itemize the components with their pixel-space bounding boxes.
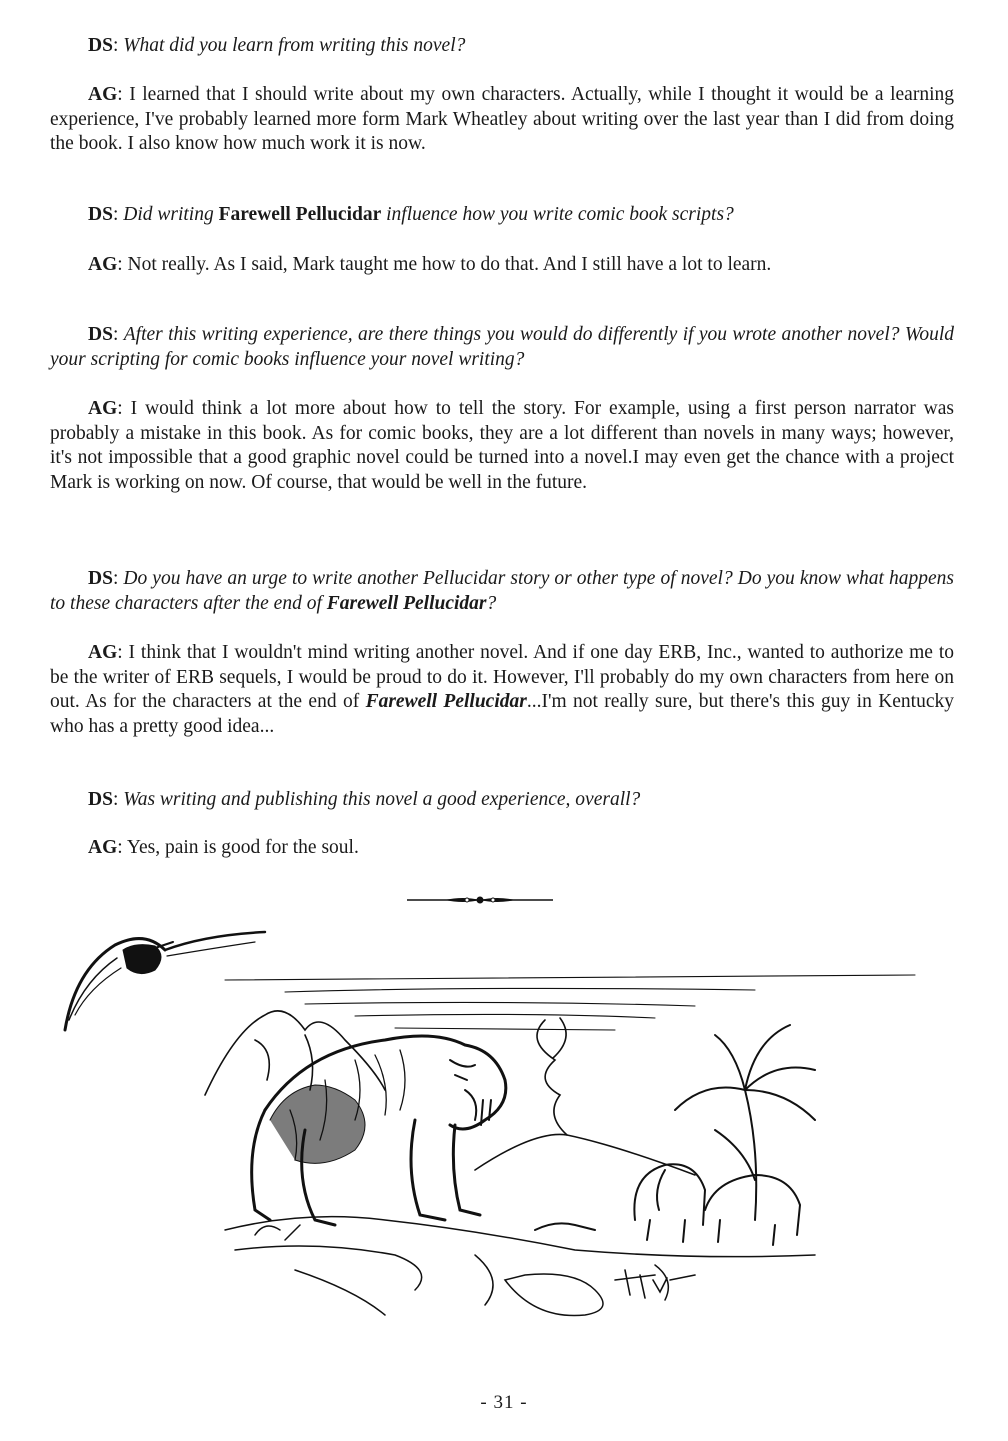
answer-text: I would think a lot more about how to tell the story. For example, using a first person narrator was probably a mistake in this book. As for comic books, they are a lot different than novels in many ways; however, it's not impossible that a good graphic novel could be turned into a novel.I may even get the chance with a project Mark is working on now. Of course, that would be well in the future.: [50, 398, 954, 493]
answer-text: Not really. As I said, Mark taught me how to do that. And I still have a lot to learn.: [127, 254, 772, 275]
pterodactyl-icon: [65, 932, 265, 1030]
qa-block-1: [50, 34, 954, 59]
question-text: After this writing experience, are there things you would do differently if you wrote another novel? Would your scripting for comic books influence your novel writing?: [50, 324, 954, 370]
sabre-tooth-tiger-icon: [252, 1036, 506, 1225]
question-text: What did you learn from writing this novel?: [123, 35, 466, 56]
answer-speaker: AG: [88, 837, 118, 858]
answer-text: Yes, pain is good for the soul.: [126, 837, 359, 858]
question-text: Do you have an urge to write another Pellucidar story or other type of novel? Do you know what happens to these characters after the end of: [50, 568, 954, 614]
answer-3: AG: I would think a lot more about how to tell the story. For example, using a first person narrator was probably a mistake in this book. As for comic books, they are a lot different than novels in many ways; however, it's not impossible that a good graphic novel could be turned into a novel.I may even get the chance with a project Mark is working on now. Of course, that would be well in the future.: [50, 398, 954, 493]
question-5: DS: Was writing and publishing this novel a good experience, overall?: [88, 789, 641, 810]
answer-5: AG: Yes, pain is good for the soul.: [88, 837, 359, 858]
ground-icon: [225, 1217, 815, 1316]
palm-tree-icon: [675, 1025, 815, 1220]
answer-block-4: [50, 641, 954, 739]
qa-block-2: [50, 203, 954, 228]
answer-block-1: [50, 83, 954, 157]
question-text: influence how you write comic book scripts?: [381, 204, 734, 225]
mammoth-icon: [535, 1164, 800, 1245]
book-title: Farewell Pellucidar: [365, 691, 527, 712]
qa-block-3: [50, 323, 954, 372]
question-4: DS: Do you have an urge to write another Pellucidar story or other type of novel? Do you know what happens to these characters after the end of Farewell Pellucidar?: [50, 568, 954, 614]
mountain-icon: [205, 1011, 385, 1095]
answer-text: I learned that I should write about my own characters. Actually, while I thought it would be a learning experience, I've probably learned more form Mark Wheatley about writing over the last year than I did from doing the book. I also know how much work it is now.: [50, 84, 954, 154]
qa-block-5: [50, 788, 954, 813]
answer-block-3: [50, 397, 954, 495]
book-title: Farewell Pellucidar: [218, 204, 382, 225]
artist-signature-icon: [615, 1270, 695, 1298]
question-text: ?: [486, 592, 497, 614]
page-number: - 31 -: [480, 1392, 528, 1413]
answer-speaker: AG: [88, 254, 118, 275]
question-speaker: DS: [88, 204, 113, 225]
question-speaker: DS: [88, 324, 113, 345]
question-2: DS: Did writing Farewell Pellucidar influence how you write comic book scripts?: [88, 204, 734, 225]
answer-1: AG: I learned that I should write about my own characters. Actually, while I thought it would be a learning experience, I've probably learned more form Mark Wheatley about writing over the last year than I did from doing the book. I also know how much work it is now.: [50, 84, 954, 154]
qa-block-4: [50, 567, 954, 616]
answer-speaker: AG: [88, 398, 118, 419]
prehistoric-landscape-illustration-icon: [55, 920, 935, 1330]
book-title: Farewell Pellucidar: [326, 592, 487, 614]
question-1: DS: What did you learn from writing this novel?: [88, 35, 466, 56]
ornament-divider-icon: [405, 888, 555, 912]
answer-block-2: [50, 253, 954, 278]
answer-text: ...I'm not really sure, but there's this guy in Kentucky who has a pretty good idea...: [50, 691, 954, 737]
volcano-icon: [475, 1018, 695, 1175]
question-3: DS: After this writing experience, are there things you would do differently if you wrote another novel? Would your scripting for comic books influence your novel writing?: [50, 324, 954, 370]
question-text: Was writing and publishing this novel a good experience, overall?: [123, 789, 641, 810]
question-speaker: DS: [88, 35, 113, 56]
answer-block-5: [50, 836, 954, 861]
answer-2: AG: Not really. As I said, Mark taught me how to do that. And I still have a lot to learn.: [88, 254, 772, 275]
answer-text: I think that I wouldn't mind writing another novel. And if one day ERB, Inc., wanted to authorize me to be the writer of ERB sequels, I would be proud to do it. However, I'll probably do my own characters from here on out. As for the characters at the end of: [50, 642, 954, 712]
answer-4: AG: I think that I wouldn't mind writing another novel. And if one day ERB, Inc., wanted to authorize me to be the writer of ERB sequels, I would be proud to do it. However, I'll probably do my own characters from here on out. As for the characters at the end of Farewell Pellucidar...I'm not really sure, but there's this guy in Kentucky who has a pretty good idea...: [50, 642, 954, 737]
question-speaker: DS: [88, 789, 113, 810]
question-text: Did writing: [123, 204, 219, 225]
question-speaker: DS: [88, 568, 113, 589]
horizon-icon: [225, 975, 915, 1030]
answer-speaker: AG: [88, 642, 118, 663]
answer-speaker: AG: [88, 84, 118, 105]
